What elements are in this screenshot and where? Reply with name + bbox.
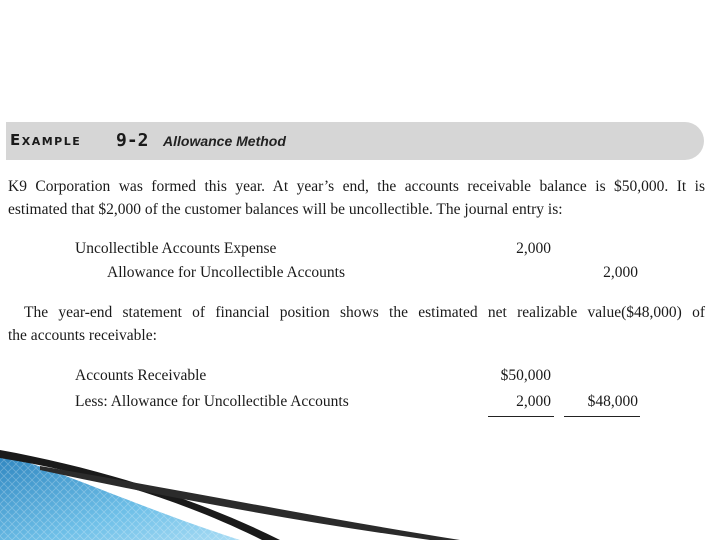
example-number: 9-2 [116, 130, 149, 151]
statement-paragraph [8, 301, 705, 347]
intro-paragraph [8, 175, 705, 221]
intro-line-1: K9 Corporation was formed this year. At year’s end, the accounts receivable balance is $50,000. It is [8, 178, 705, 195]
statement-line-1: The year-end statement of financial position shows the estimated net realizable value($48,000) of [24, 304, 705, 321]
debit-amount: 2,000 [516, 240, 551, 257]
ar-amount: $50,000 [500, 367, 551, 384]
intro-line-2: estimated that $2,000 of the customer balances will be uncollectible. The journal entry is: [8, 201, 563, 218]
debit-account: Uncollectible Accounts Expense [75, 240, 277, 257]
allowance-label: Less: Allowance for Uncollectible Accounts [75, 393, 349, 410]
example-banner [6, 122, 704, 160]
statement-line-2: the accounts receivable: [8, 327, 157, 344]
credit-account: Allowance for Uncollectible Accounts [107, 264, 346, 281]
subtotal-rule [488, 416, 554, 417]
ar-label: Accounts Receivable [75, 367, 207, 384]
example-label: Example [10, 131, 82, 149]
credit-amount: 2,000 [603, 264, 638, 281]
allowance-amount: 2,000 [516, 393, 551, 410]
net-amount: $48,000 [587, 393, 638, 410]
example-title: Allowance Method [163, 133, 286, 149]
total-rule [564, 416, 640, 417]
decorative-swoosh [0, 440, 460, 540]
